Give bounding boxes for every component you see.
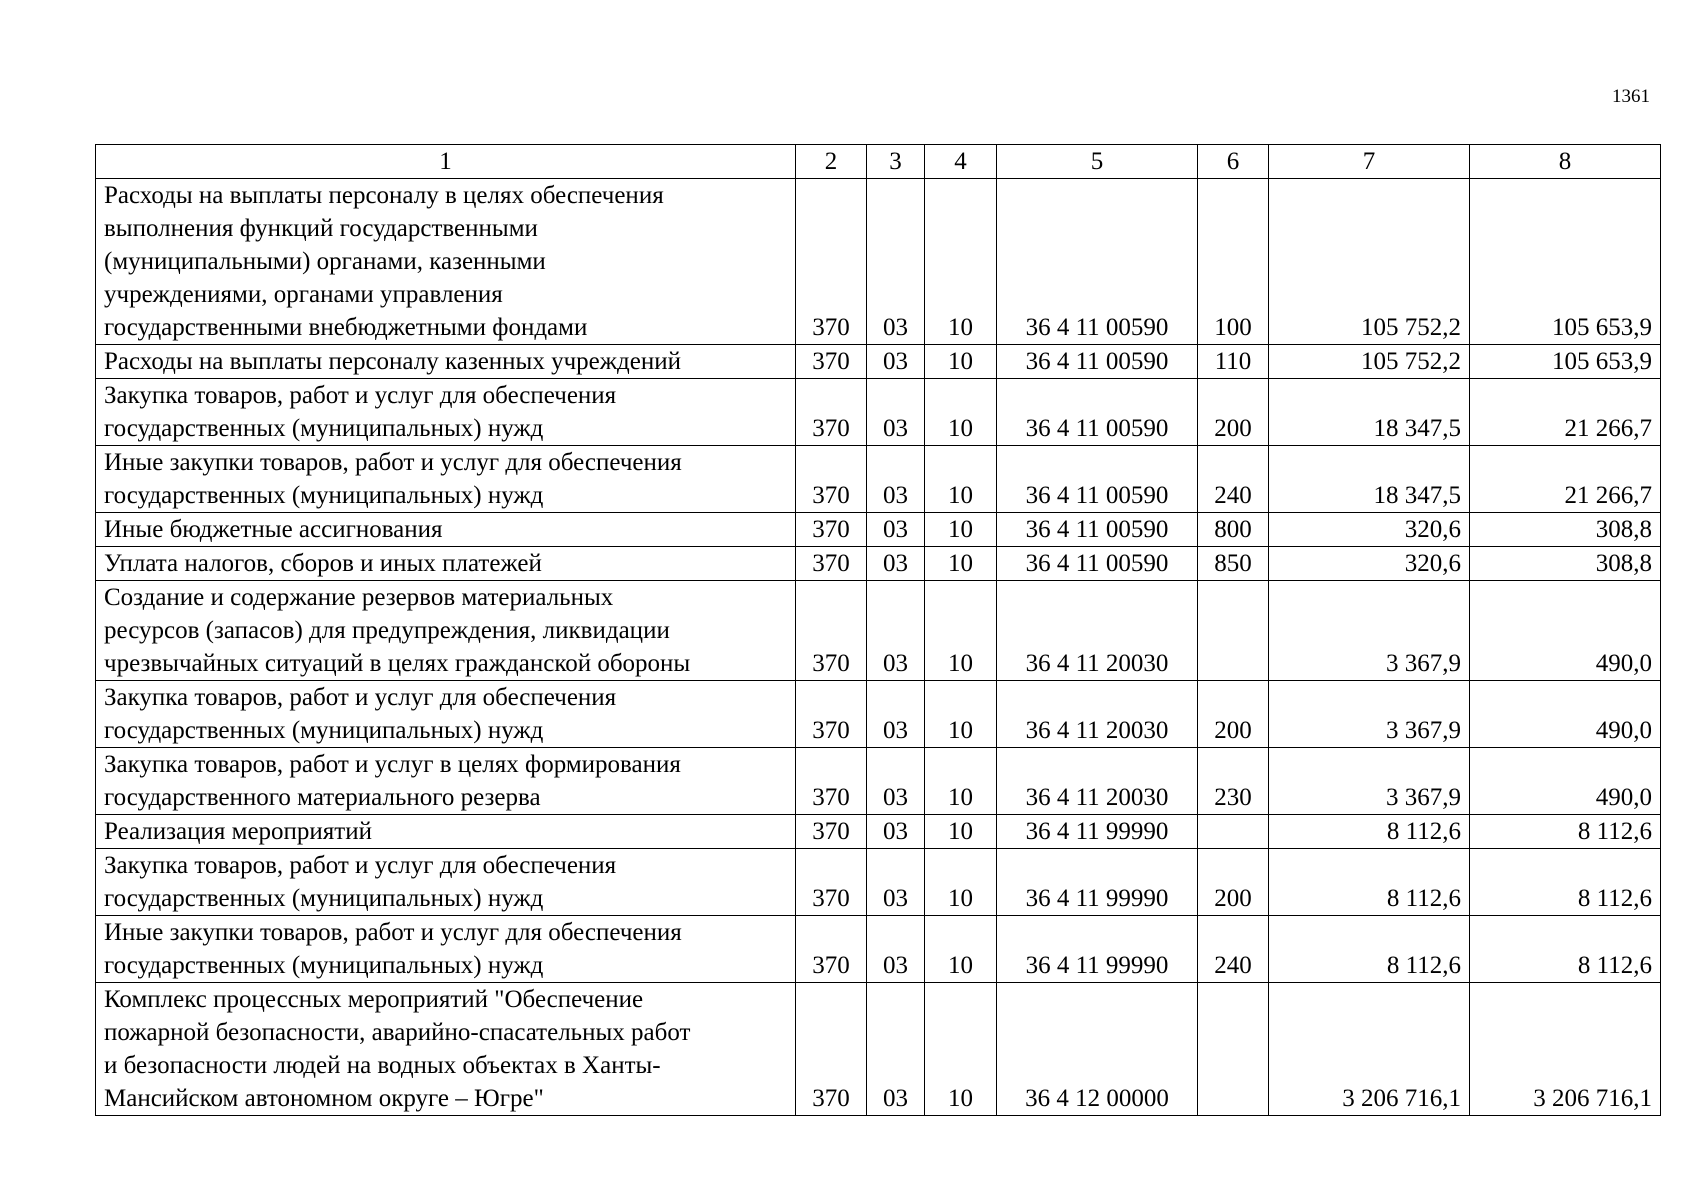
column-header: 2 [796,145,867,179]
section-code-cell: 03 [867,345,925,379]
target-article-cell: 36 4 11 20030 [997,681,1198,748]
subsection-code-cell: 10 [925,681,997,748]
row-name-cell [96,446,796,513]
row-name-line: Уплата налогов, сборов и иных платежей [104,550,542,577]
table-row [96,983,1661,1116]
row-name-line: Закупка товаров, работ и услуг в целях формирования [104,751,681,778]
row-name-line: выполнения функций государственными [104,215,538,242]
subsection-code-cell: 10 [925,547,997,581]
section-code-cell: 03 [867,179,925,345]
row-name-cell [96,681,796,748]
row-name-line: Реализация мероприятий [104,818,372,845]
row-name-line: Комплекс процессных мероприятий "Обеспечение [104,986,644,1013]
ministry-code-cell: 370 [796,179,867,345]
target-article-cell: 36 4 11 00590 [997,345,1198,379]
subsection-code-cell: 10 [925,513,997,547]
column-header: 7 [1269,145,1470,179]
row-name-line: государственными внебюджетными фондами [104,314,588,341]
target-article-cell: 36 4 11 00590 [997,446,1198,513]
target-article-cell: 36 4 11 00590 [997,379,1198,446]
expense-type-cell [1198,815,1269,849]
subsection-code-cell: 10 [925,815,997,849]
ministry-code-cell: 370 [796,849,867,916]
amount-year2-cell: 21 266,7 [1470,379,1661,446]
row-name-line: государственных (муниципальных) нужд [104,952,544,979]
column-header: 4 [925,145,997,179]
table-row [96,547,1661,581]
row-name-line: государственных (муниципальных) нужд [104,482,544,509]
subsection-code-cell: 10 [925,983,997,1116]
table-row [96,379,1661,446]
ministry-code-cell: 370 [796,815,867,849]
expense-type-cell: 110 [1198,345,1269,379]
subsection-code-cell: 10 [925,748,997,815]
target-article-cell: 36 4 11 00590 [997,547,1198,581]
row-name-line: Закупка товаров, работ и услуг для обеспечения [104,852,617,879]
table-row [96,681,1661,748]
row-name-line: Расходы на выплаты персоналу в целях обеспечения [104,182,664,209]
amount-year2-cell: 21 266,7 [1470,446,1661,513]
row-name-line: государственного материального резерва [104,784,541,811]
section-code-cell: 03 [867,513,925,547]
expense-type-cell: 850 [1198,547,1269,581]
ministry-code-cell: 370 [796,983,867,1116]
table-row [96,345,1661,379]
target-article-cell: 36 4 11 20030 [997,581,1198,681]
amount-year1-cell: 18 347,5 [1269,379,1470,446]
expense-type-cell: 200 [1198,849,1269,916]
amount-year1-cell: 8 112,6 [1269,916,1470,983]
expense-type-cell: 200 [1198,379,1269,446]
target-article-cell: 36 4 11 99990 [997,849,1198,916]
section-code-cell: 03 [867,815,925,849]
subsection-code-cell: 10 [925,849,997,916]
row-name-line: Иные бюджетные ассигнования [104,516,443,543]
amount-year1-cell: 18 347,5 [1269,446,1470,513]
section-code-cell: 03 [867,681,925,748]
page-number: 1361 [1612,86,1650,107]
column-header: 6 [1198,145,1269,179]
row-name-line: и безопасности людей на водных объектах в Ханты- [104,1052,661,1079]
table-row [96,916,1661,983]
section-code-cell: 03 [867,379,925,446]
ministry-code-cell: 370 [796,681,867,748]
amount-year1-cell: 3 367,9 [1269,748,1470,815]
column-header: 5 [997,145,1198,179]
row-name-cell [96,849,796,916]
target-article-cell: 36 4 11 00590 [997,179,1198,345]
expense-type-cell: 100 [1198,179,1269,345]
ministry-code-cell: 370 [796,345,867,379]
row-name-line: Закупка товаров, работ и услуг для обеспечения [104,382,617,409]
subsection-code-cell: 10 [925,581,997,681]
ministry-code-cell: 370 [796,748,867,815]
amount-year2-cell: 490,0 [1470,748,1661,815]
amount-year2-cell: 105 653,9 [1470,179,1661,345]
header-row [96,145,1661,179]
amount-year1-cell: 320,6 [1269,547,1470,581]
row-name-cell [96,513,796,547]
expense-type-cell: 200 [1198,681,1269,748]
row-name-cell [96,983,796,1116]
amount-year1-cell: 3 367,9 [1269,581,1470,681]
row-name-cell [96,581,796,681]
section-code-cell: 03 [867,547,925,581]
row-name-line: ресурсов (запасов) для предупреждения, ликвидации [104,617,670,644]
section-code-cell: 03 [867,916,925,983]
table-row [96,513,1661,547]
table-row [96,849,1661,916]
table-row [96,815,1661,849]
subsection-code-cell: 10 [925,179,997,345]
ministry-code-cell: 370 [796,513,867,547]
row-name-line: Мансийском автономном округе – Югре" [104,1085,544,1112]
amount-year1-cell: 3 206 716,1 [1269,983,1470,1116]
row-name-cell [96,345,796,379]
row-name-line: (муниципальными) органами, казенными [104,248,546,275]
expense-type-cell [1198,983,1269,1116]
subsection-code-cell: 10 [925,446,997,513]
row-name-line: Иные закупки товаров, работ и услуг для обеспечения [104,919,682,946]
section-code-cell: 03 [867,748,925,815]
column-header: 8 [1470,145,1661,179]
section-code-cell: 03 [867,849,925,916]
section-code-cell: 03 [867,581,925,681]
row-name-cell [96,179,796,345]
ministry-code-cell: 370 [796,547,867,581]
amount-year2-cell: 3 206 716,1 [1470,983,1661,1116]
amount-year2-cell: 308,8 [1470,513,1661,547]
table-row [96,581,1661,681]
row-name-line: государственных (муниципальных) нужд [104,717,544,744]
budget-table [95,144,1661,1116]
target-article-cell: 36 4 11 99990 [997,815,1198,849]
amount-year2-cell: 308,8 [1470,547,1661,581]
ministry-code-cell: 370 [796,581,867,681]
row-name-cell [96,815,796,849]
table-row [96,179,1661,345]
column-header: 1 [96,145,796,179]
row-name-line: Иные закупки товаров, работ и услуг для обеспечения [104,449,682,476]
ministry-code-cell: 370 [796,916,867,983]
row-name-cell [96,379,796,446]
table-row [96,748,1661,815]
section-code-cell: 03 [867,446,925,513]
amount-year2-cell: 490,0 [1470,681,1661,748]
expense-type-cell: 240 [1198,446,1269,513]
row-name-line: государственных (муниципальных) нужд [104,885,544,912]
row-name-line: Расходы на выплаты персоналу казенных учреждений [104,348,681,375]
amount-year2-cell: 8 112,6 [1470,815,1661,849]
subsection-code-cell: 10 [925,379,997,446]
ministry-code-cell: 370 [796,379,867,446]
amount-year2-cell: 105 653,9 [1470,345,1661,379]
amount-year1-cell: 8 112,6 [1269,849,1470,916]
table-row [96,446,1661,513]
expense-type-cell [1198,581,1269,681]
row-name-cell [96,916,796,983]
row-name-cell [96,748,796,815]
table-body [96,179,1661,1116]
amount-year1-cell: 3 367,9 [1269,681,1470,748]
row-name-cell [96,547,796,581]
amount-year2-cell: 490,0 [1470,581,1661,681]
ministry-code-cell: 370 [796,446,867,513]
row-name-line: Закупка товаров, работ и услуг для обеспечения [104,684,617,711]
expense-type-cell: 240 [1198,916,1269,983]
column-header: 3 [867,145,925,179]
expense-type-cell: 800 [1198,513,1269,547]
subsection-code-cell: 10 [925,345,997,379]
target-article-cell: 36 4 12 00000 [997,983,1198,1116]
target-article-cell: 36 4 11 99990 [997,916,1198,983]
row-name-line: пожарной безопасности, аварийно-спасательных работ [104,1019,691,1046]
section-code-cell: 03 [867,983,925,1116]
amount-year2-cell: 8 112,6 [1470,916,1661,983]
target-article-cell: 36 4 11 20030 [997,748,1198,815]
amount-year1-cell: 105 752,2 [1269,345,1470,379]
expense-type-cell: 230 [1198,748,1269,815]
row-name-line: государственных (муниципальных) нужд [104,415,544,442]
target-article-cell: 36 4 11 00590 [997,513,1198,547]
amount-year2-cell: 8 112,6 [1470,849,1661,916]
amount-year1-cell: 320,6 [1269,513,1470,547]
row-name-line: чрезвычайных ситуаций в целях гражданской обороны [104,650,691,677]
amount-year1-cell: 105 752,2 [1269,179,1470,345]
subsection-code-cell: 10 [925,916,997,983]
row-name-line: Создание и содержание резервов материальных [104,584,614,611]
amount-year1-cell: 8 112,6 [1269,815,1470,849]
row-name-line: учреждениями, органами управления [104,281,503,308]
